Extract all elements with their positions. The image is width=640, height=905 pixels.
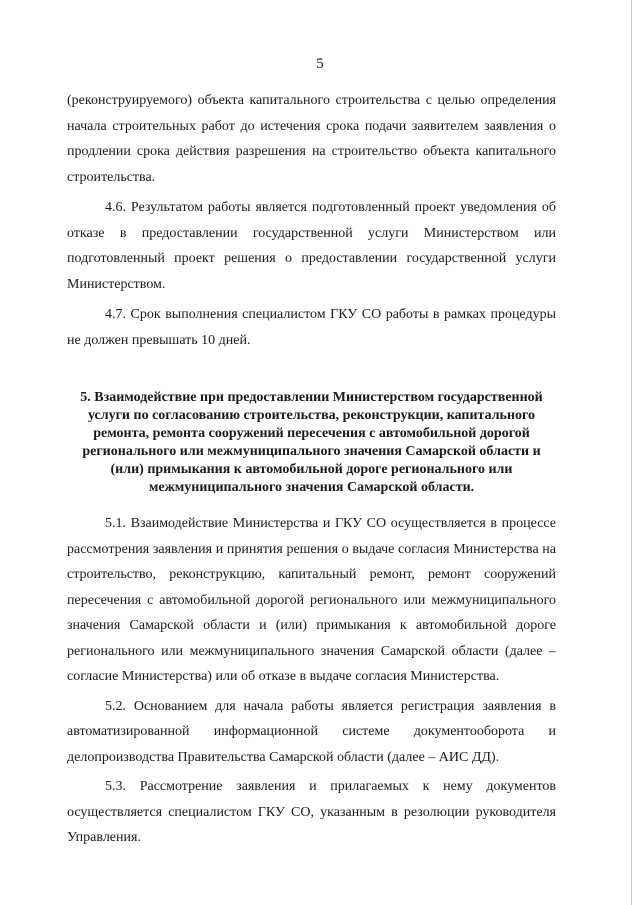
section-heading: 5. Взаимодействие при предоставлении Министерством государственной услуги по согласованию строительства, реконструкции, капитального ремонта, ремонта сооружений пересечения с автомобильной дорогой регионального или межмуниципального значения Самарской области и (или) примыкания к автомобильной дороге регионального или межмуниципального значения Самарской области. bbox=[80, 390, 543, 495]
paragraph-4-7: 4.7. Срок выполнения специалистом ГКУ СО работы в рамках процедуры не должен превышать 10 дней. bbox=[67, 307, 556, 348]
page-edge-line bbox=[631, 0, 632, 905]
paragraph-5-2: 5.2. Основанием для начала работы является регистрация заявления в автоматизированной информационной системе документооборота и делопроизводства Правительства Самарской области (далее – АИС ДД). bbox=[67, 698, 556, 765]
paragraph-continued: (реконструируемого) объекта капитального строительства с целью определения начала строительных работ до истечения срока подачи заявителем заявления о продлении срока действия разрешения на строительство объекта капитального строительства. bbox=[67, 93, 556, 185]
paragraph-4-6: 4.6. Результатом работы является подготовленный проект уведомления об отказе в предоставлении государственной услуги Министерством или подготовленный проект решения о предоставлении государственной услуги Министерством. bbox=[67, 200, 556, 292]
paragraph-5-3: 5.3. Рассмотрение заявления и прилагаемых к нему документов осуществляется специалистом ГКУ СО, указанным в резолюции руководителя Управления. bbox=[67, 779, 556, 845]
paragraph-5-1: 5.1. Взаимодействие Министерства и ГКУ СО осуществляется в процессе рассмотрения заявления и принятия решения о выдаче согласия Министерства на строительство, реконструкцию, капитальный ремонт, ремонт сооружений пересечения с автомобильной дорогой регионального или межмуниципального значения Самарской области и (или) примыкания к автомобильной дороге регионального или межмуниципального значения Самарской области (далее – согласие Министерства) или об отказе в выдаче согласия Министерства. bbox=[67, 516, 556, 684]
page-number: 5 bbox=[316, 56, 324, 72]
document-body bbox=[67, 88, 556, 851]
